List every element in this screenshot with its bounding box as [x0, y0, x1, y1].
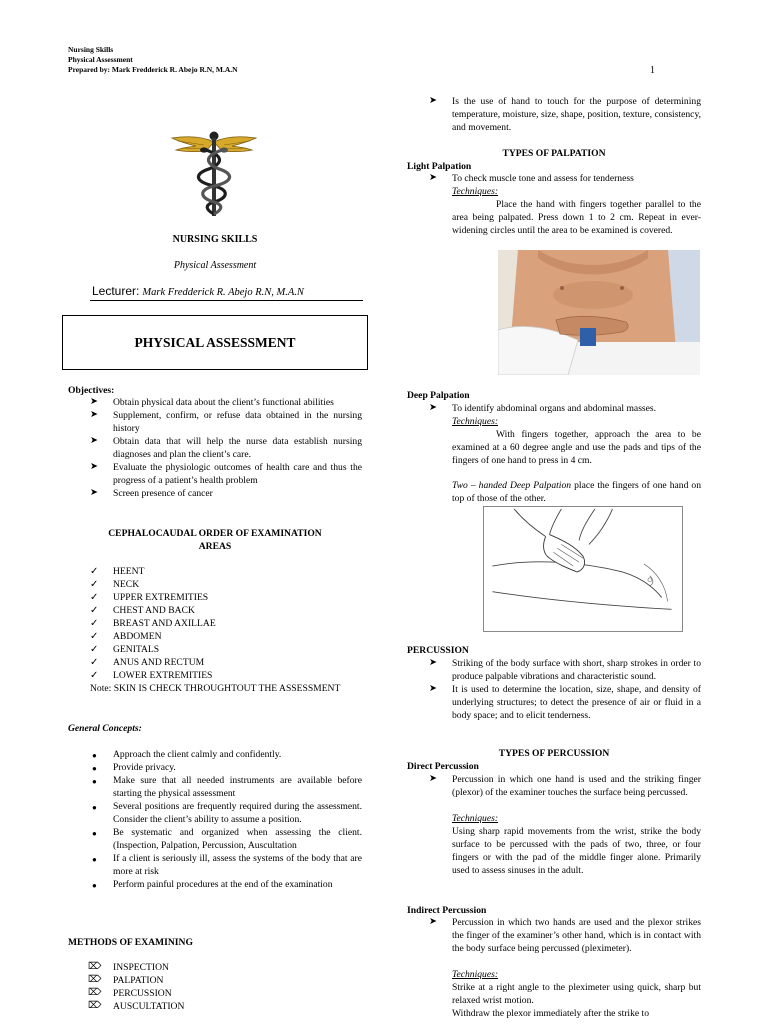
check-icon: ✓: [90, 670, 99, 681]
indirect-percussion-list: [407, 916, 701, 955]
list-item: ⌦ AUSCULTATION: [88, 1001, 185, 1012]
list-item: ➤ Evaluate the physiologic outcomes of health care and thus the progress of a patient’s health problem: [90, 462, 362, 486]
direct-techniques-label: Techniques:: [452, 813, 499, 824]
indirect-technique-text-1: Strike at a right angle to the pleximeter using quick, sharp but relaxed wrist motion.: [452, 982, 701, 1006]
check-icon: ✓: [90, 592, 99, 603]
list-item: ● Approach the client calmly and confidently.: [92, 749, 282, 760]
lecturer-underline: [90, 300, 363, 301]
lecturer-name: Mark Fredderick R. Abejo R.N, M.A.N: [142, 287, 304, 298]
indirect-technique-text-2: Withdraw the plexor immediately after the strike to: [452, 1008, 650, 1019]
tag-arrow-icon: ⌦: [88, 1001, 102, 1011]
tag-arrow-icon: ⌦: [88, 975, 102, 985]
list-item: ⌦ PERCUSSION: [88, 988, 172, 999]
cephalo-heading-1: CEPHALOCAUDAL ORDER OF EXAMINATION: [108, 528, 322, 539]
check-icon: ✓: [90, 657, 99, 668]
deep-palpation-list: [407, 402, 701, 415]
percussion-list: [407, 657, 701, 722]
palpation-intro: [407, 95, 701, 134]
list-item: ● Perform painful procedures at the end of the examination: [92, 879, 333, 890]
header-topic: Physical Assessment: [68, 55, 133, 64]
direct-percussion-list: [407, 773, 701, 799]
list-item: ✓ BREAST AND AXILLAE: [90, 618, 216, 629]
list-item: ➤ Is the use of hand to touch for the purpose of determining temperature, moisture, size, shape, position, texture, consistency, and movement.: [429, 96, 702, 133]
check-icon: ✓: [90, 618, 99, 629]
two-handed-description: place the fingers of one hand on top of those of the other.: [452, 480, 701, 504]
list-item: ➤ Percussion in which one hand is used and the striking finger (plexor) of the examiner touches the surface being percussed.: [429, 774, 701, 798]
list-item: ➤ Obtain physical data about the client’s functional abilities: [90, 397, 334, 408]
areas-list: [68, 565, 362, 682]
cephalo-heading-2: AREAS: [198, 541, 232, 552]
list-item: ➤ Striking of the body surface with short, sharp strokes in order to produce palpable vibrations and characteristic sound.: [429, 658, 701, 682]
direct-technique-text: Using sharp rapid movements from the wrist, strike the body surface to be percussed with the pads of two, three, or four fingers or with the pad of the middle finger alone. Primarily used to assess sinuses in the adult.: [452, 826, 701, 876]
light-techniques-label: Techniques:: [452, 186, 499, 197]
light-palpation-list: [407, 172, 701, 185]
deep-palpation-heading: Deep Palpation: [407, 390, 470, 401]
list-item: ➤ To check muscle tone and assess for tenderness: [429, 173, 634, 184]
list-item: ➤ Obtain data that will help the nurse data establish nursing diagnoses and plan the client’s care.: [90, 436, 362, 460]
course-subtitle: Physical Assessment: [173, 260, 257, 271]
light-palpation-photo: [498, 250, 700, 375]
direct-percussion-heading: Direct Percussion: [407, 761, 479, 772]
check-icon: ✓: [90, 631, 99, 642]
objectives-heading: Objectives:: [68, 385, 115, 396]
two-handed-text: [452, 479, 701, 505]
header-course: Nursing Skills: [68, 45, 114, 54]
list-item: ⌦ PALPATION: [88, 975, 164, 986]
list-item: ✓ GENITALS: [90, 644, 160, 655]
tag-arrow-icon: ⌦: [88, 962, 102, 972]
check-icon: ✓: [90, 644, 99, 655]
tag-arrow-icon: ⌦: [88, 988, 102, 998]
list-item: ✓ CHEST AND BACK: [90, 605, 195, 616]
lecturer-line: [92, 284, 304, 299]
indirect-percussion-heading: Indirect Percussion: [407, 905, 487, 916]
list-item: ✓ LOWER EXTREMITIES: [90, 670, 213, 681]
list-item: ✓ NECK: [90, 579, 140, 590]
list-item: ● If a client is seriously ill, assess the systems of the body that are more at risk: [92, 853, 362, 877]
list-item: ● Make sure that all needed instruments are available before starting the physical assessment: [92, 775, 362, 799]
types-percussion-heading: TYPES OF PERCUSSION: [498, 748, 610, 759]
check-icon: ✓: [90, 566, 99, 577]
list-item: ● Provide privacy.: [92, 762, 176, 773]
two-handed-term: Two – handed Deep Palpation: [452, 480, 572, 491]
check-icon: ✓: [90, 579, 99, 590]
list-item: ➤ It is used to determine the location, size, shape, and density of underlying structures; to detect the presence of air or fluid in a body space; and to elicit tenderness.: [429, 684, 701, 721]
objectives-list: [68, 396, 362, 500]
percussion-heading: PERCUSSION: [407, 645, 469, 656]
general-concepts-heading: General Concepts:: [68, 723, 142, 734]
deep-techniques-label: Techniques:: [452, 416, 499, 427]
light-technique-text: Place the hand with fingers together parallel to the area being palpated. Press down 1 to 2 cm. Repeat in ever-widening circles until the area to be examined is covered.: [452, 199, 701, 236]
list-item: ➤ Percussion in which two hands are used and the plexor strikes the finger of the examiner’s other hand, which is in contact with the body surface being percussed (pleximeter).: [429, 917, 701, 954]
types-palpation-heading: TYPES OF PALPATION: [502, 148, 606, 159]
list-item: ● Be systematic and organized when assessing the client. (Inspection, Palpation, Percussion, Auscultation: [92, 827, 362, 851]
list-item: ✓ UPPER EXTREMITIES: [90, 592, 209, 603]
list-item: ● Several positions are frequently required during the assessment. Consider the client’s ability to assume a position.: [92, 801, 362, 825]
list-item: ➤ Screen presence of cancer: [90, 488, 213, 499]
methods-heading: METHODS OF EXAMINING: [68, 937, 193, 948]
title-box: [62, 315, 368, 370]
list-item: ✓ HEENT: [90, 566, 145, 577]
caduceus-icon: [166, 124, 262, 220]
list-item: ✓ ANUS AND RECTUM: [90, 657, 205, 668]
skin-note: Note: SKIN IS CHECK THROUGHTOUT THE ASSESSMENT: [90, 683, 341, 694]
list-item: ⌦ INSPECTION: [88, 962, 169, 973]
list-item: ➤ Supplement, confirm, or refuse data obtained in the nursing history: [90, 410, 362, 434]
indirect-techniques-label: Techniques:: [452, 969, 499, 980]
deep-palpation-illustration: [483, 506, 683, 632]
course-title: NURSING SKILLS: [172, 234, 258, 245]
concepts-list: [68, 748, 362, 891]
list-item: ➤ To identify abdominal organs and abdominal masses.: [429, 403, 657, 414]
check-icon: ✓: [90, 605, 99, 616]
deep-technique-text: With fingers together, approach the area to be examined at a 60 degree angle and use the pads and tips of the fingers of one hand to press in 4 cm.: [452, 429, 701, 466]
header-author: Prepared by: Mark Fredderick R. Abejo R.N, M.A.N: [68, 65, 238, 74]
title-box-text: PHYSICAL ASSESSMENT: [134, 334, 296, 350]
lecturer-label: Lecturer:: [92, 284, 140, 298]
light-palpation-heading: Light Palpation: [407, 161, 472, 172]
list-item: ✓ ABDOMEN: [90, 631, 162, 642]
methods-list: [68, 961, 362, 1013]
page-number: 1: [650, 65, 655, 76]
